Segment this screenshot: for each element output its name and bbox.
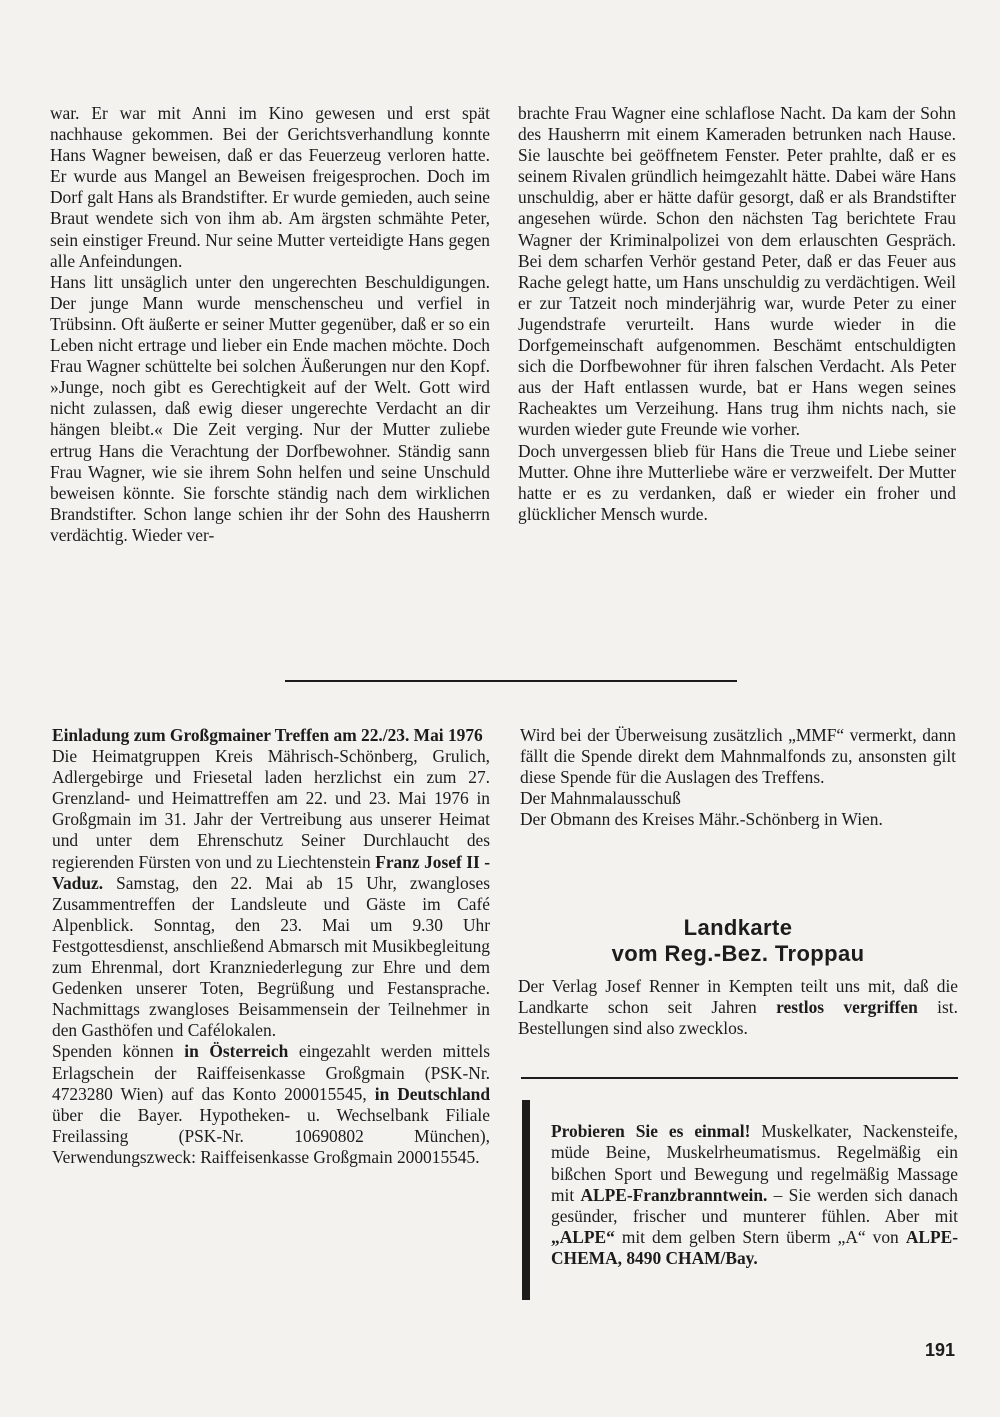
ad-copy: mit dem gelben Stern überm „A“ von bbox=[621, 1226, 899, 1247]
story-paragraph: Hans litt unsäglich unter den ungerechten Beschuldigungen. Der junge Mann wurde menschenscheu und verfiel in Trübsinn. Oft äußerte er seiner Mutter gegenüber, daß er so ein Leben nicht ertrage und lieber ein Ende machen möchte. Doch Frau Wagner schüttelte bei solchen Äußerungen nur den Kopf. »Junge, noch gibt es Gerechtigkeit auf der Welt. Gott wird nicht zulassen, daß ewig dieser ungerechte Verdacht an dir hängen bleibt.« Die Zeit verging. Nur der Mutter zuliebe ertrug Hans die Verachtung der Dorfbewohner. Ständig sann Frau Wagner, wie sie ihrem Sohn helfen und seine Unschuld beweisen könnte. Sie forschte ständig nach dem wirklichen Brandstifter. Schon lange schien ihr der Sohn des Hausherrn verdächtig. Wieder ver- bbox=[50, 271, 490, 545]
germany-label: in Deutschland bbox=[374, 1083, 490, 1104]
ad-accent-bar bbox=[522, 1100, 530, 1300]
story-paragraph: brachte Frau Wagner eine schlaflose Nacht. Da kam der Sohn des Hausherrn mit einem Kameraden betrunken nach Hause. Sie lauschte bei geöffnetem Fenster. Peter prahlte, daß er es seinem Rivalen gründlich heimgezahlt hätte. Dabei wäre Hans unschuldig, aber er hätte dafür gesorgt, daß er als Brandstifter angesehen würde. Schon den nächsten Tag berichtete Frau Wagner der Kriminalpolizei von dem erlauschten Gespräch. Bei dem scharfen Verhör gestand Peter, daß er das Feuer aus Rache gelegt hatte, um Hans unschuldig zu verdächtigen. Weil er zur Tatzeit noch minderjährig war, wurde Peter zu einer Jugendstrafe verurteilt. Hans wurde wieder in die Dorfgemeinschaft aufgenommen. Beschämt entschuldigten sich die Dorfbewohner für ihren falschen Verdacht. Als Peter aus der Haft entlassen wurde, bat er Hans wegen seines Racheaktes um Verzeihung. Hans trug ihm nichts nach, sie wurden wieder gute Freunde wie vorher. bbox=[518, 103, 956, 440]
austria-label: in Österreich bbox=[184, 1041, 289, 1062]
page-number: 191 bbox=[925, 1340, 956, 1360]
map-text: Der Verlag Josef Renner in Kempten teilt uns mit, daß die Landkarte schon seit Jahren bbox=[518, 976, 958, 1018]
ad-text bbox=[551, 1121, 958, 1269]
map-notice-text bbox=[518, 976, 958, 1039]
section-divider bbox=[521, 1077, 958, 1079]
story-right-column bbox=[518, 103, 956, 525]
map-notice-heading bbox=[518, 915, 958, 967]
donation-text: eingezahlt werden mittels Erlagschein der Raiffeisenkasse Großgmain (PSK-Nr. 4723280 Wien) auf das Konto 200015545, bbox=[52, 1041, 490, 1104]
map-text: ist. Bestellungen sind also zwecklos. bbox=[518, 997, 958, 1039]
donation-note bbox=[520, 725, 956, 830]
advertisement bbox=[522, 1100, 958, 1300]
signature-chairman: Der Obmann des Kreises Mähr.-Schönberg in Wien. bbox=[520, 809, 883, 830]
sold-out-label: restlos vergriffen bbox=[776, 997, 918, 1018]
map-heading-line: vom Reg.-Bez. Troppau bbox=[611, 941, 865, 966]
section-divider bbox=[285, 680, 737, 682]
invitation-text: Samstag, den 22. Mai ab 15 Uhr, zwangloses Zusammentreffen der Landsleute und Gäste im Café Alpenblick. Sonntag, den 23. Mai um 9.30 Uhr Festgottesdienst, anschließend Abmarsch mit Musikbegleitung zum Ehrenmal, dort Kranzniederlegung zur Ehre und dem Gedenken unserer Toten, Begrüßung und Festansprache. Nachmittags zwangloses Beisammensein der Teilnehmer in den Gasthöfen und Cafélokalen. bbox=[52, 872, 490, 1041]
ad-company: ALPE-CHEMA, 8490 CHAM/Bay. bbox=[551, 1226, 958, 1268]
donation-note-text: Wird bei der Überweisung zusätzlich „MMF“ vermerkt, dann fällt die Spende direkt dem Mahnmalfonds zu, ansonsten gilt diese Spende für die Auslagen des Treffens. bbox=[520, 725, 956, 788]
invitation-text: Die Heimatgruppen Kreis Mährisch-Schönberg, Grulich, Adlergebirge und Friesetal laden herzlichst ein zum 27. Grenzland- und Heimattreffen am 22. und 23. Mai 1976 in Großgmain im 31. Jahr der Vertreibung aus unserer Heimat und unter dem Ehrenschutz Seiner Durchlaucht des regierenden Fürsten von und zu Liechtenstein bbox=[52, 746, 490, 872]
ad-copy: Muskelkater, Nackensteife, müde Beine, Muskelrheumatismus. Regelmäßig ein bißchen Sport und Bewegung und regelmäßig Massage mit bbox=[551, 1121, 958, 1205]
donation-info bbox=[52, 1041, 490, 1168]
ad-brand: „ALPE“ bbox=[551, 1226, 615, 1247]
ad-lead: Probieren Sie es einmal! bbox=[551, 1121, 751, 1142]
invitation-article bbox=[52, 725, 490, 1168]
story-paragraph: war. Er war mit Anni im Kino gewesen und erst spät nachhause gekommen. Bei der Gerichtsverhandlung konnte Hans Wagner beweisen, daß er das Feuerzeug verloren hatte. Er wurde aus Mangel an Beweisen freigesprochen. Doch im Dorf galt Hans als Brandstifter. Er wurde gemieden, auch seine Braut wendete sich von ihm ab. Am ärgsten schmähte Peter, sein einstiger Freund. Nur seine Mutter verteidigte Hans gegen alle Anfeindungen. bbox=[50, 103, 490, 271]
map-heading-line: Landkarte bbox=[683, 915, 793, 940]
donation-text: Spenden können bbox=[52, 1041, 174, 1062]
ad-product: ALPE-Franzbranntwein. bbox=[580, 1184, 768, 1205]
invitation-heading: Einladung zum Großgmainer Treffen am 22./23. Mai 1976 bbox=[52, 725, 483, 745]
signature-committee: Der Mahnmalausschuß bbox=[520, 788, 681, 809]
donation-text: über die Bayer. Hypotheken- u. Wechselbank Filiale Freilassing (PSK-Nr. 10690802 München), Verwendungszweck: Raiffeisenkasse Großgmain 200015545. bbox=[52, 1104, 490, 1167]
ad-copy: – Sie werden sich danach gesünder, frischer und munterer fühlen. Aber mit bbox=[551, 1184, 958, 1226]
story-left-column bbox=[50, 103, 490, 546]
invitation-body bbox=[52, 746, 490, 1041]
prince-name: Franz Josef II - Vaduz. bbox=[52, 851, 490, 893]
story-paragraph: Doch unvergessen blieb für Hans die Treue und Liebe seiner Mutter. Ohne ihre Mutterliebe wäre er verzweifelt. Der Mutter hatte er es zu verdanken, daß er wieder ein froher und glücklicher Mensch wurde. bbox=[518, 440, 956, 524]
map-notice bbox=[518, 915, 958, 1039]
